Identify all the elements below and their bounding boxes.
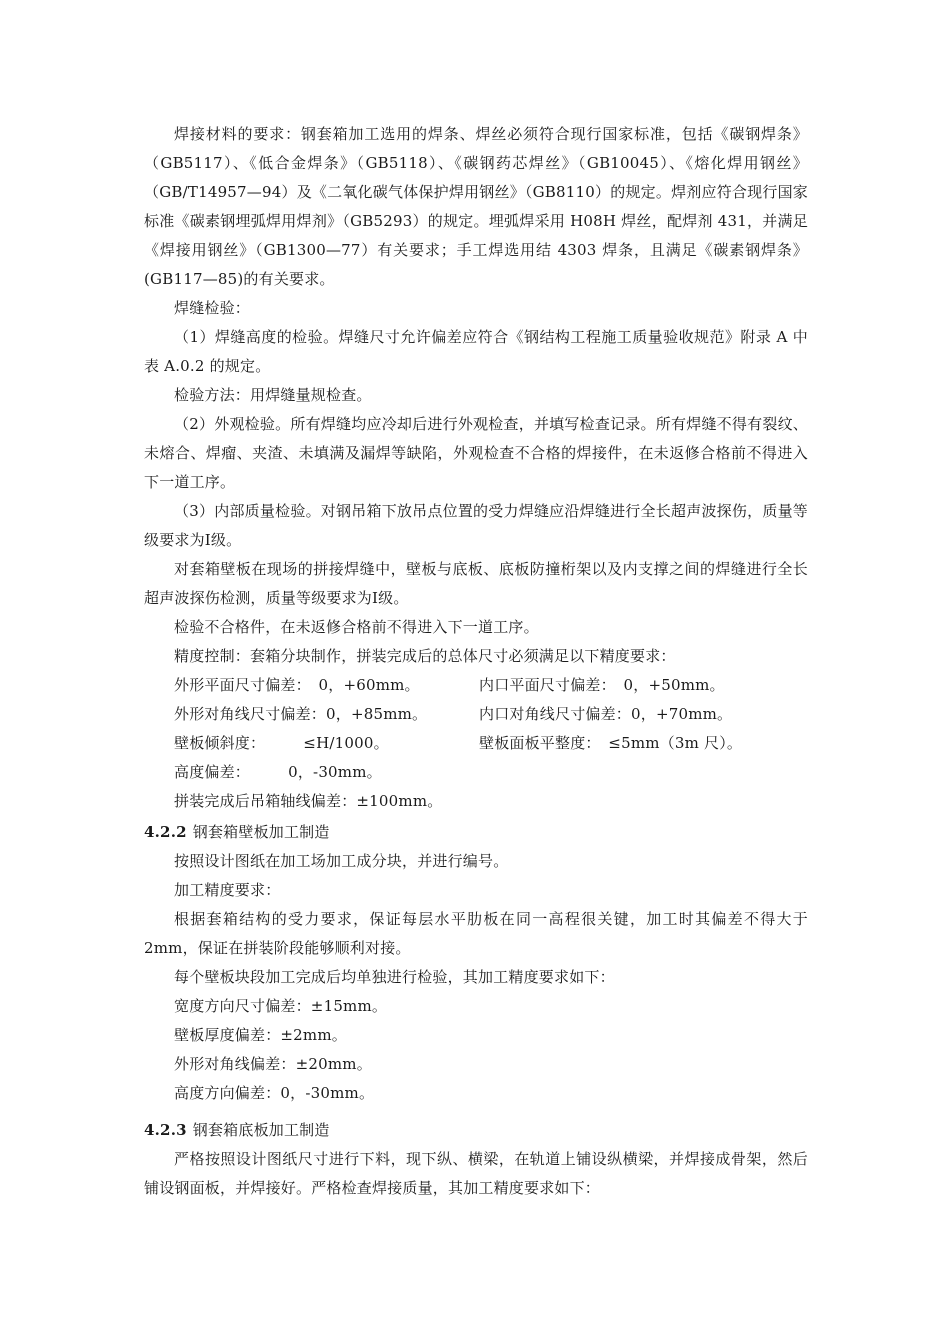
section-number: 4.2.2	[144, 823, 187, 841]
paragraph-visual-check: （2）外观检验。所有焊缝均应冷却后进行外观检查，并填写检查记录。所有焊缝不得有裂纹、未熔合、焊瘤、夹渣、未填满及漏焊等缺陷，外观检查不合格的焊接件，在未返修合格前不得进入下一道工序。	[144, 415, 808, 491]
wall-inclination: 壁板倾斜度： ≤H/1000。	[174, 734, 389, 752]
paragraph-bottom-plate-fabrication: 严格按照设计图纸尺寸进行下料，现下纵、横梁，在轨道上铺设纵横梁，并焊接成骨架，然后铺设钢面板，并焊接好。严格检查焊接质量，其加工精度要求如下：	[144, 1150, 808, 1197]
paragraph-diagonal-deviation: 外形对角线偏差：±20mm。	[174, 1055, 372, 1073]
paragraph-weld-inspection-heading: 焊缝检验：	[174, 299, 251, 317]
precision-row-3	[144, 729, 808, 758]
precision-row-4	[144, 758, 808, 787]
inner-plane-deviation: 内口平面尺寸偏差： 0，+50mm。	[479, 676, 725, 694]
section-title: 钢套箱底板加工制造	[192, 1121, 330, 1139]
precision-row-5	[144, 787, 808, 816]
outer-diagonal-deviation: 外形对角线尺寸偏差：0，+85mm。	[174, 705, 428, 723]
paragraph-inspection-method: 检验方法：用焊缝量规检查。	[174, 386, 372, 404]
paragraph-reject-rule: 检验不合格件，在未返修合格前不得进入下一道工序。	[174, 618, 539, 636]
paragraph-wall-fabrication: 按照设计图纸在加工场加工成分块，并进行编号。	[174, 852, 509, 870]
height-deviation: 高度偏差： 0，-30mm。	[174, 763, 382, 781]
inner-diagonal-deviation: 内口对角线尺寸偏差：0，+70mm。	[479, 705, 733, 723]
outer-plane-deviation: 外形平面尺寸偏差： 0，+60mm。	[174, 676, 420, 694]
section-title: 钢套箱壁板加工制造	[192, 823, 330, 841]
paragraph-wall-seam-ultrasonic: 对套箱壁板在现场的拼接焊缝中，壁板与底板、底板防撞桁架以及内支撑之间的焊缝进行全长超声波探伤检测，质量等级要求为Ⅰ级。	[144, 560, 808, 607]
section-heading-4-2-3	[144, 1116, 808, 1145]
paragraph-weld-height-check: （1）焊缝高度的检验。焊缝尺寸允许偏差应符合《钢结构工程施工质量验收规范》附录 A 中表 A.0.2 的规定。	[144, 328, 808, 375]
precision-row-2	[144, 700, 808, 729]
paragraph-internal-quality-check: （3）内部质量检验。对钢吊箱下放吊点位置的受力焊缝应沿焊缝进行全长超声波探伤，质量等级要求为Ⅰ级。	[144, 502, 808, 549]
axis-deviation: 拼装完成后吊箱轴线偏差：±100mm。	[174, 792, 443, 810]
paragraph-segment-inspection: 每个壁板块段加工完成后均单独进行检验，其加工精度要求如下：	[174, 968, 615, 986]
precision-row-1	[144, 671, 808, 700]
paragraph-rib-elevation: 根据套箱结构的受力要求，保证每层水平肋板在同一高程很关键，加工时其偏差不得大于 2mm，保证在拼装阶段能够顺利对接。	[144, 910, 808, 957]
wall-flatness: 壁板面板平整度： ≤5mm（3m 尺）。	[479, 734, 743, 752]
paragraph-precision-control: 精度控制：套箱分块制作，拼装完成后的总体尺寸必须满足以下精度要求：	[174, 647, 676, 665]
paragraph-thickness-deviation: 壁板厚度偏差：±2mm。	[174, 1026, 347, 1044]
paragraph-welding-materials: 焊接材料的要求：钢套箱加工选用的焊条、焊丝必须符合现行国家标准，包括《碳钢焊条》（GB5117）、《低合金焊条》（GB5118）、《碳钢药芯焊丝》（GB10045）、《熔化焊用钢丝》（GB/T14957—94）及《二氧化碳气体保护焊用钢丝》（GB8110）的规定。焊剂应符合现行国家标准《碳素钢埋弧焊用焊剂》（GB5293）的规定。埋弧焊采用 H08H 焊丝，配焊剂 431，并满足《焊接用钢丝》（GB1300—77）有关要求；手工焊选用结 4303 焊条，且满足《碳素钢焊条》(GB117—85)的有关要求。	[144, 125, 808, 288]
paragraph-fabrication-precision: 加工精度要求：	[174, 881, 281, 899]
paragraph-height-direction-deviation: 高度方向偏差：0，-30mm。	[174, 1084, 375, 1102]
paragraph-width-deviation: 宽度方向尺寸偏差：±15mm。	[174, 997, 388, 1015]
section-heading-4-2-2	[144, 818, 808, 847]
section-number: 4.2.3	[144, 1121, 187, 1139]
